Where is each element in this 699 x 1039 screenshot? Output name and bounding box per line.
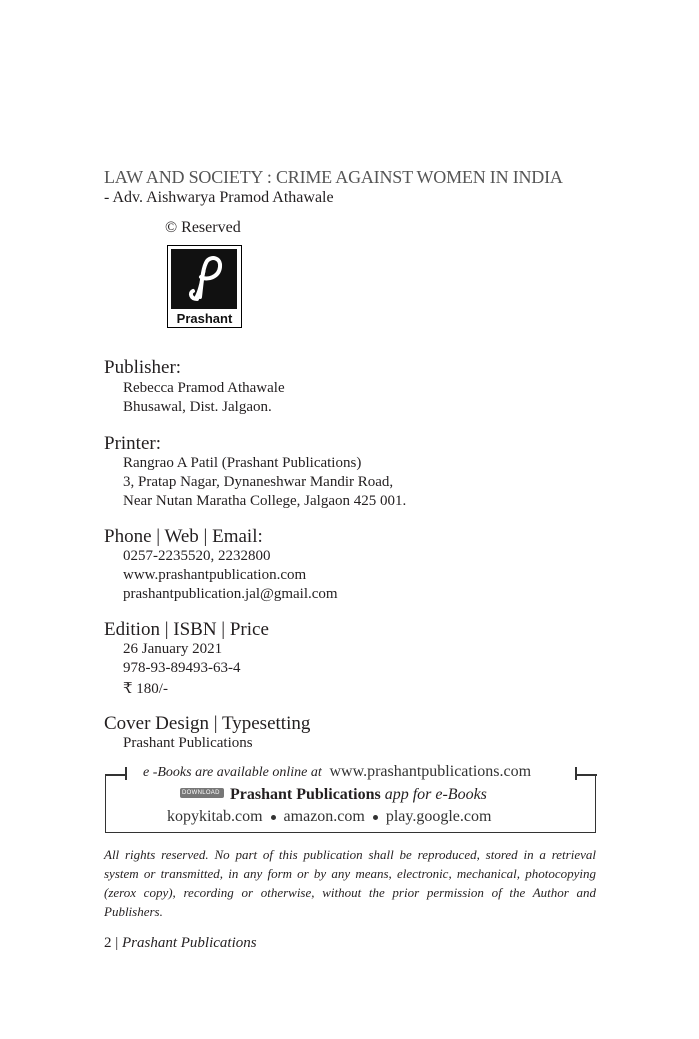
prashant-logo: [167, 245, 242, 328]
logo-text: Prashant: [176, 311, 233, 326]
contact-email: prashantpublication.jal@gmail.com: [123, 586, 338, 602]
download-badge-icon: DOWNLOAD: [180, 788, 224, 798]
rights-notice: All rights reserved. No part of this publication shall be reproduced, stored in a retrieval system or transmitted, in any form or by any means, electronic, mechanical, photocopying (zerox copy), recording or otherwise, without the prior permission of the Author and Publishers.: [104, 847, 596, 919]
ebooks-app-line: [180, 786, 487, 804]
store-amazon[interactable]: amazon.com: [283, 808, 365, 825]
ebooks-app-suffix: app for e-Books: [380, 786, 487, 803]
edition-date: 26 January 2021: [123, 641, 223, 657]
footer-label: Prashant Publications: [122, 935, 257, 951]
bullet-icon: [373, 815, 378, 820]
book-title: LAW AND SOCIETY : CRIME AGAINST WOMEN IN INDIA: [104, 167, 563, 187]
page-number: 2 |: [104, 935, 123, 951]
contact-phone: 0257-2235520, 2232800: [123, 548, 271, 564]
ebooks-url[interactable]: www.prashantpublications.com: [329, 763, 532, 780]
ebooks-availability: [143, 763, 531, 781]
publisher-line: Bhusawal, Dist. Jalgaon.: [123, 399, 272, 415]
ebooks-box-top-left: [105, 774, 125, 776]
ebooks-prefix: e -Books are available online at: [143, 765, 322, 780]
edition-isbn: 978-93-89493-63-4: [123, 660, 241, 676]
ebooks-box-top-right: [576, 774, 597, 776]
author-name: - Adv. Aishwarya Pramod Athawale: [104, 189, 334, 206]
contact-heading: Phone | Web | Email:: [104, 526, 263, 547]
printer-heading: Printer:: [104, 433, 161, 454]
cover-heading: Cover Design | Typesetting: [104, 713, 311, 734]
ebooks-stores: [167, 808, 491, 826]
publisher-heading: Publisher:: [104, 357, 182, 378]
copyright-notice: © Reserved: [165, 219, 241, 236]
store-kopykitab[interactable]: kopykitab.com: [167, 808, 263, 825]
printer-line: Rangrao A Patil (Prashant Publications): [123, 455, 362, 471]
contact-web: www.prashantpublication.com: [123, 567, 307, 583]
publisher-line: Rebecca Pramod Athawale: [123, 380, 285, 396]
printer-line: 3, Pratap Nagar, Dynaneshwar Mandir Road,: [123, 474, 394, 490]
printer-line: Near Nutan Maratha College, Jalgaon 425 001.: [123, 493, 407, 509]
ebooks-app-name: Prashant Publications: [230, 786, 381, 803]
ebooks-box-tick-left: [125, 767, 127, 780]
edition-price: ₹ 180/-: [123, 681, 168, 697]
logo-p-icon: [171, 249, 237, 309]
bullet-icon: [271, 815, 276, 820]
ebooks-box-tick-right: [575, 767, 577, 780]
page-footer: [104, 935, 257, 952]
store-google-play[interactable]: play.google.com: [385, 808, 492, 825]
edition-heading: Edition | ISBN | Price: [104, 619, 269, 640]
cover-line: Prashant Publications: [123, 735, 253, 751]
